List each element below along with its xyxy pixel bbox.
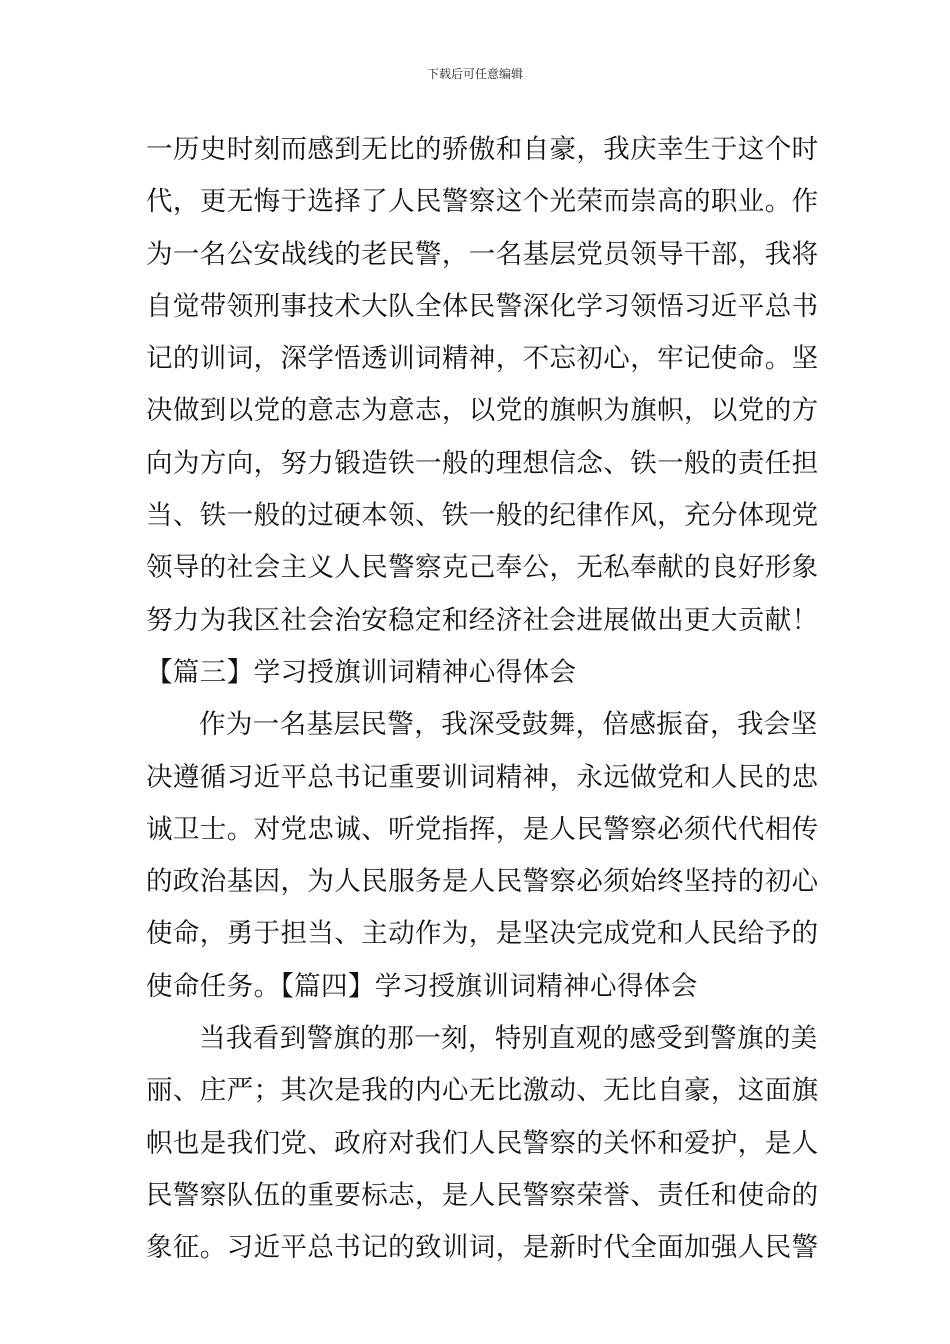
text-line: 自觉带领刑事技术大队全体民警深化学习领悟习近平总书 — [146, 290, 819, 322]
text-line: 象征。习近平总书记的致训词，是新时代全面加强人民警 — [146, 1232, 819, 1264]
text-line: 努力为我区社会治安稳定和经济社会进展做出更大贡献！ — [146, 604, 819, 636]
text-line: 诚卫士。对党忠诚、听党指挥，是人民警察必须代代相传 — [146, 813, 819, 845]
text-line: 使命，勇于担当、主动作为，是坚决完成党和人民给予的 — [146, 918, 819, 950]
text-line: 的政治基因，为人民服务是人民警察必须始终坚持的初心 — [146, 866, 819, 898]
document-body — [146, 124, 826, 1275]
text-line: 领导的社会主义人民警察克己奉公，无私奉献的良好形象 — [146, 552, 819, 584]
paragraph-start-line: 当我看到警旗的那一刻，特别直观的感受到警旗的美 — [199, 1023, 818, 1055]
text-line: 帜也是我们党、政府对我们人民警察的关怀和爱护，是人 — [146, 1127, 819, 1159]
text-line: 向为方向，努力锻造铁一般的理想信念、铁一般的责任担 — [146, 447, 819, 479]
text-line: 为一名公安战线的老民警，一名基层党员领导干部，我将 — [146, 238, 819, 270]
paragraph-start-line: 作为一名基层民警，我深受鼓舞，倍感振奋，我会坚 — [199, 709, 818, 741]
text-line: 一历史时刻而感到无比的骄傲和自豪，我庆幸生于这个时 — [146, 134, 819, 165]
text-line: 记的训词，深学悟透训词精神，不忘初心，牢记使命。坚 — [146, 343, 819, 375]
text-line-with-heading-4: 使命任务。【篇四】学习授旗训词精神心得体会 — [146, 970, 698, 1002]
text-line: 当、铁一般的过硬本领、铁一般的纪律作风，充分体现党 — [146, 500, 819, 532]
text-line: 决遵循习近平总书记重要训词精神，永远做党和人民的忠 — [146, 761, 819, 793]
text-line: 丽、庄严；其次是我的内心无比激动、无比自豪，这面旗 — [146, 1075, 819, 1107]
section-heading-3: 【篇三】学习授旗训词精神心得体会 — [146, 656, 577, 688]
text-line: 代，更无悔于选择了人民警察这个光荣而崇高的职业。作 — [146, 186, 819, 218]
page-header-note: 下载后可任意编辑 — [426, 67, 523, 81]
text-line: 民警察队伍的重要标志，是人民警察荣誉、责任和使命的 — [146, 1179, 819, 1211]
text-line: 决做到以党的意志为意志，以党的旗帜为旗帜，以党的方 — [146, 395, 819, 427]
